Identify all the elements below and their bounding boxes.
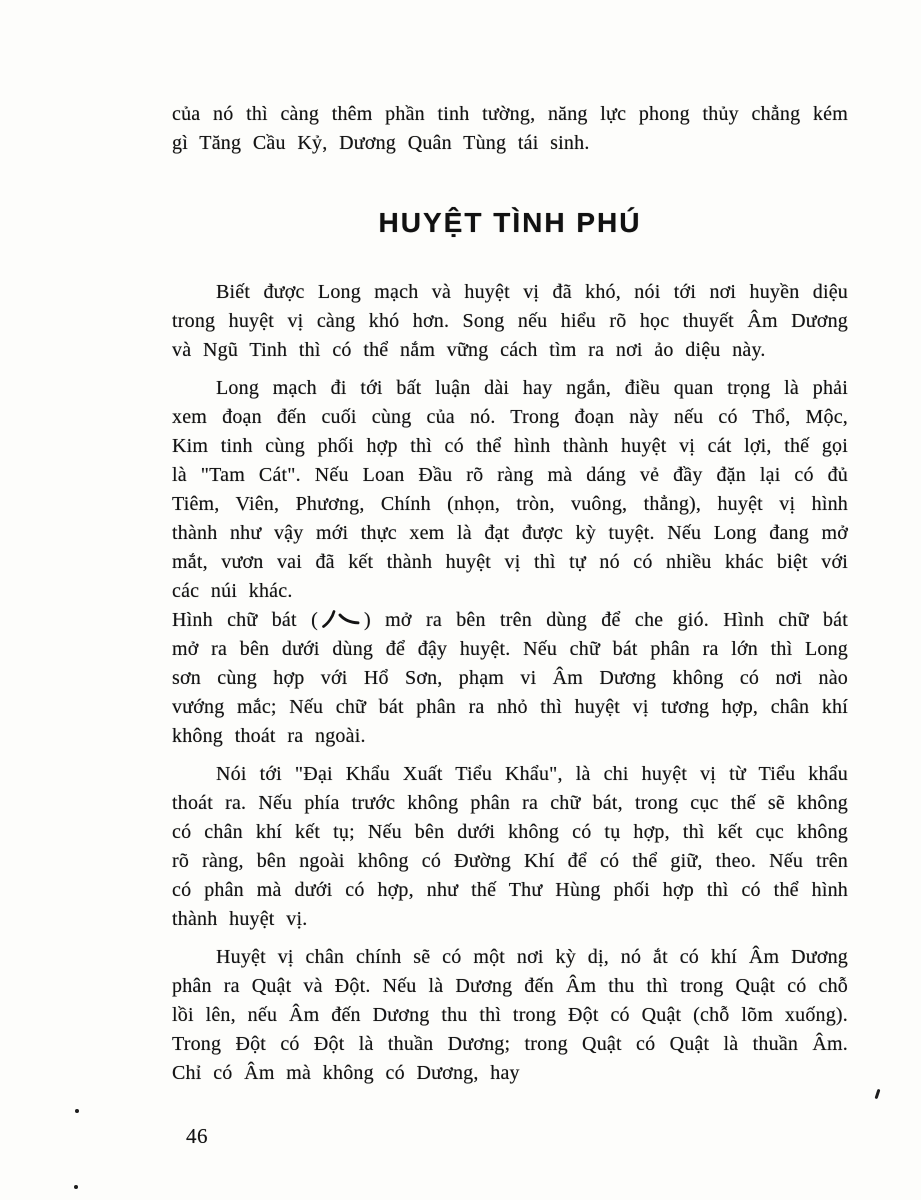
paragraph-3 bbox=[172, 606, 848, 751]
paragraph-5: Huyệt vị chân chính sẽ có một nơi kỳ dị, nó ắt có khí Âm Dương phân ra Quật và Đột. Nếu là Dương đến Âm thu thì trong Quật có chỗ lồi lên, nếu Âm đến Dương thu thì trong Đột có Quật (chỗ lõm xuống). Trong Đột có Đột là thuần Dương; trong Quật có Quật là thuần Âm. Chỉ có Âm mà không có Dương, hay bbox=[172, 946, 848, 1084]
scan-speck-mark bbox=[875, 1089, 881, 1099]
scan-speck-dot bbox=[75, 1109, 79, 1113]
scan-speck-dot bbox=[74, 1185, 78, 1189]
paragraph-1: Biết được Long mạch và huyệt vị đã khó, nói tới nơi huyền diệu trong huyệt vị càng khó hơn. Song nếu hiểu rõ học thuyết Âm Dương và Ngũ Tinh thì có thể nắm vững cách tìm ra nơi ảo diệu này. bbox=[172, 281, 848, 361]
chu-bat-stroke-icon bbox=[322, 608, 360, 626]
page-content bbox=[172, 100, 848, 1097]
paragraph-2: Long mạch đi tới bất luận dài hay ngắn, điều quan trọng là phải xem đoạn đến cuối cùng của nó. Trong đoạn này nếu có Thổ, Mộc, Kim tinh cùng phối hợp thì có thể hình thành huyệt vị cát lợi, thế gọi là "Tam Cát". Nếu Loan Đầu rõ ràng mà dáng vẻ đầy đặn lại có đủ Tiêm, Viên, Phương, Chính (nhọn, tròn, vuông, thẳng), huyệt vị hình thành như vậy mới thực xem là đạt được kỳ tuyệt. Nếu Long đang mở mắt, vươn vai đã kết thành huyệt vị thì tự nó có nhiều khác biệt với các núi khác. bbox=[172, 377, 848, 602]
chapter-title: HUYỆT TÌNH PHÚ bbox=[378, 207, 642, 238]
paragraph-intro-continuation: của nó thì càng thêm phần tinh tường, năng lực phong thủy chẳng kém gì Tăng Cầu Kỷ, Dương Quân Tùng tái sinh. bbox=[172, 103, 848, 154]
page-number: 46 bbox=[186, 1124, 208, 1148]
paragraph-3-text-before: Hình chữ bát ( bbox=[172, 609, 318, 631]
paragraph-3-text-after: ) mở ra bên trên dùng để che gió. Hình chữ bát mở ra bên dưới dùng để đậy huyệt. Nếu chữ bát phân ra lớn thì Long sơn cùng hợp với Hổ Sơn, phạm vi Âm Dương không có nơi nào vướng mắc; Nếu chữ bát phân ra nhỏ thì huyệt vị tương hợp, chân khí không thoát ra ngoài. bbox=[172, 609, 848, 747]
paragraph-4: Nói tới "Đại Khẩu Xuất Tiểu Khẩu", là chi huyệt vị từ Tiểu khẩu thoát ra. Nếu phía trước không phân ra chữ bát, trong cục thế sẽ không có chân khí kết tụ; Nếu bên dưới không có tụ hợp, thì kết cục không rõ ràng, bên ngoài không có Đường Khí để có thể giữ, theo. Nếu trên có phân mà dưới có hợp, như thế Thư Hùng phối hợp thì có thể hình thành huyệt vị. bbox=[172, 763, 848, 930]
